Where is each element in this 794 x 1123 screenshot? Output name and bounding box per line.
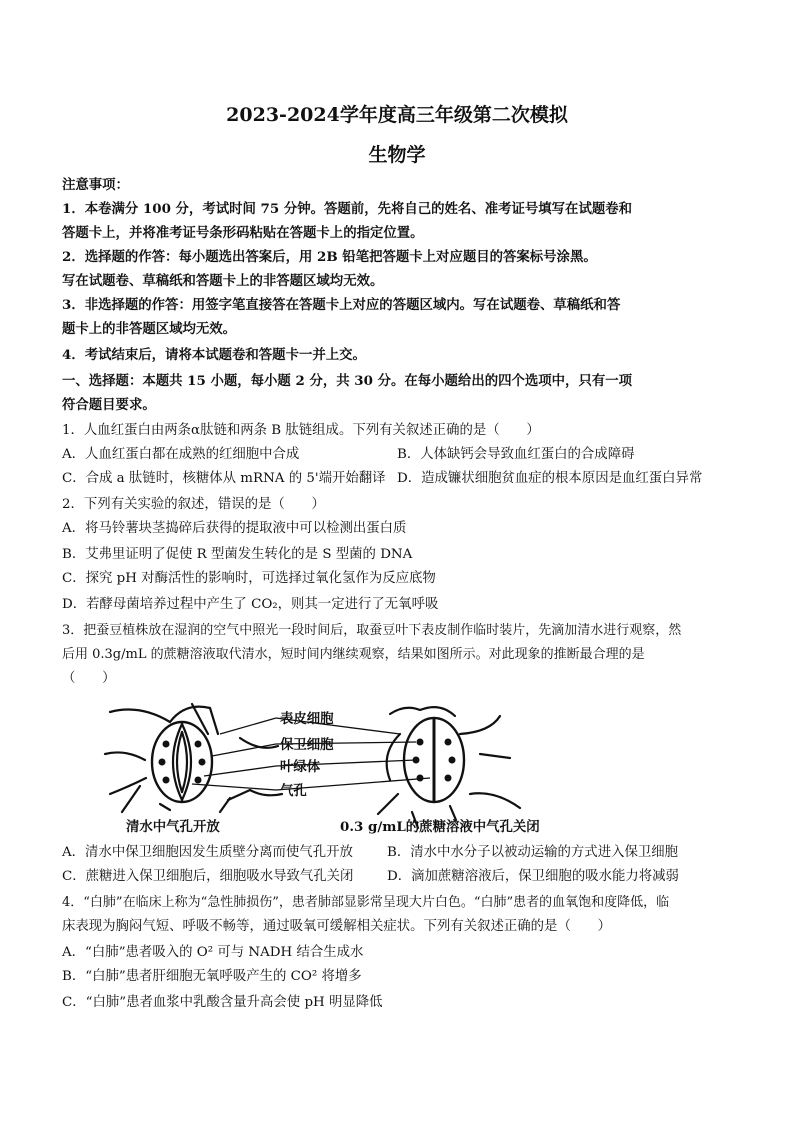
- q4-stem-2: 床表现为胸闷气短、呼吸不畅等，通过吸氧可缓解相关症状。下列有关叙述正确的是（ ）: [62, 919, 612, 934]
- label-chloroplast: 叶绿体: [280, 759, 321, 775]
- q1-option-b: B．人体缺钙会导致血红蛋白的合成障碍: [397, 447, 635, 462]
- section-heading-1: 一、选择题：本题共 15 小题，每小题 2 分，共 30 分。在每小题给出的四个选项中，只有一项: [62, 373, 633, 389]
- notes-line-2: 答题卡上，并将准考证号条形码粘贴在答题卡上的指定位置。: [62, 225, 424, 241]
- q1-option-d: D．造成镰状细胞贫血症的根本原因是血红蛋白异常: [397, 471, 703, 486]
- notes-line-5: 3．非选择题的作答：用签字笔直接答在答题卡上对应的答题区域内。写在试题卷、草稿纸和答: [62, 297, 621, 313]
- q2-option-b: B．艾弗里证明了促使 R 型菌发生转化的是 S 型菌的 DNA: [62, 547, 413, 562]
- q2-option-c: C．探究 pH 对酶活性的影响时，可选择过氧化氢作为反应底物: [62, 571, 436, 586]
- q2-option-a: A．将马铃薯块茎捣碎后获得的提取液中可以检测出蛋白质: [62, 521, 407, 536]
- q4-stem-1: 4．“白肺”在临床上称为“急性肺损伤”，患者肺部显影常呈现大片白色。“白肺”患者的血氧饱和度降低，临: [62, 895, 670, 910]
- q3-stem-3: （ ）: [62, 671, 116, 686]
- exam-title: 2023-2024学年度高三年级第二次模拟: [226, 104, 568, 126]
- caption-closed-stoma: 0.3 g/mL的蔗糖溶液中气孔关闭: [340, 819, 540, 835]
- q4-option-b: B．“白肺”患者肝细胞无氧呼吸产生的 CO² 将增多: [62, 969, 362, 984]
- q3-option-b: B．清水中水分子以被动运输的方式进入保卫细胞: [387, 845, 679, 860]
- notes-heading: 注意事项：: [62, 177, 129, 193]
- q4-option-a: A．“白肺”患者吸入的 O² 可与 NADH 结合生成水: [62, 945, 364, 960]
- subject-title: 生物学: [368, 144, 426, 166]
- notes-line-7: 4．考试结束后，请将本试题卷和答题卡一并上交。: [62, 347, 366, 363]
- notes-line-6: 题卡上的非答题区域均无效。: [62, 321, 237, 337]
- q1-option-a: A．人血红蛋白都在成熟的红细胞中合成: [62, 447, 300, 462]
- q2-stem: 2．下列有关实验的叙述，错误的是（ ）: [62, 497, 325, 512]
- label-epidermal-cell: 表皮细胞: [280, 711, 334, 727]
- q3-stem-1: 3．把蚕豆植株放在湿润的空气中照光一段时间后，取蚕豆叶下表皮制作临时装片，先滴加清水进行观察，然: [62, 623, 682, 638]
- q1-option-c: C．合成 a 肽链时，核糖体从 mRNA 的 5'端开始翻译: [62, 471, 386, 486]
- label-guard-cell: 保卫细胞: [280, 737, 334, 753]
- q3-option-d: D．滴加蔗糖溶液后，保卫细胞的吸水能力将减弱: [387, 869, 679, 884]
- notes-line-3: 2．选择题的作答：每小题选出答案后，用 2B 铅笔把答题卡上对应题目的答案标号涂黑。: [62, 249, 597, 265]
- q2-option-d: D．若酵母菌培养过程中产生了 CO₂，则其一定进行了无氧呼吸: [62, 597, 439, 612]
- q4-option-c: C．“白肺”患者血浆中乳酸含量升高会使 pH 明显降低: [62, 995, 383, 1010]
- section-heading-2: 符合题目要求。: [62, 397, 156, 413]
- q1-stem: 1．人血红蛋白由两条α肽链和两条 B 肽链组成。下列有关叙述正确的是（ ）: [62, 423, 540, 438]
- caption-open-stoma: 清水中气孔开放: [126, 819, 220, 835]
- notes-line-1: 1．本卷满分 100 分，考试时间 75 分钟。答题前，先将自己的姓名、准考证号填写在试题卷和: [62, 201, 633, 217]
- q3-option-a: A．清水中保卫细胞因发生质壁分离而使气孔开放: [62, 845, 353, 860]
- q3-stem-2: 后用 0.3g/mL 的蔗糖溶液取代清水，短时间内继续观察，结果如图所示。对此现象的推断最合理的是: [62, 647, 645, 662]
- label-stoma: 气孔: [280, 783, 307, 799]
- stoma-figure: [100, 694, 620, 844]
- notes-line-4: 写在试题卷、草稿纸和答题卡上的非答题区域均无效。: [62, 273, 384, 289]
- q3-option-c: C．蔗糖进入保卫细胞后，细胞吸水导致气孔关闭: [62, 869, 354, 884]
